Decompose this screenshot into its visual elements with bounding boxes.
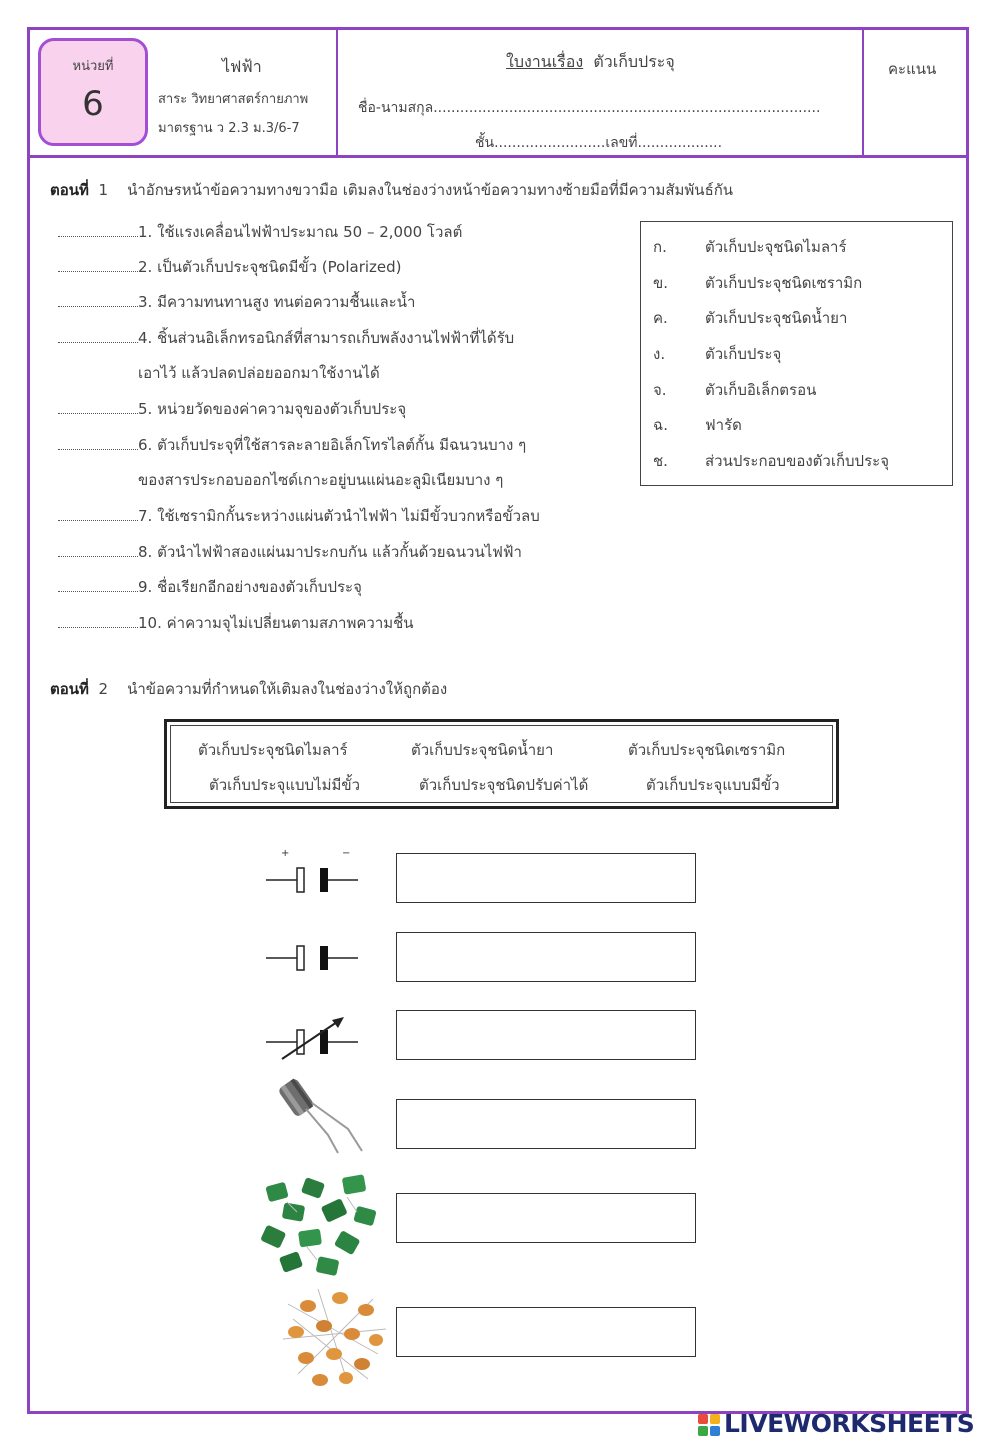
question-text: 2. เป็นตัวเก็บประจุชนิดมีขั้ว (Polarized): [138, 258, 402, 276]
answer-box[interactable]: [396, 932, 696, 982]
question-text: 9. ชื่อเรียกอีกอย่างของตัวเก็บประจุ: [138, 578, 362, 596]
part1-heading: [50, 178, 733, 202]
choice-letter: ช.: [653, 452, 668, 470]
question-text: 8. ตัวนำไฟฟ้าสองแผ่นมาประกบกัน แล้วกั้นด้วยฉนวนไฟฟ้า: [138, 543, 522, 561]
standard-line: มาตรฐาน ว 2.3 ม.3/6-7: [158, 121, 300, 136]
question-text: 7. ใช้เซรามิกกั้นระหว่างแผ่นตัวนำไฟฟ้า ไม่มีขั้วบวกหรือขั้วลบ: [138, 507, 540, 525]
choice-item: [653, 378, 816, 402]
choice-text: ฟารัด: [705, 416, 742, 434]
question-item: [58, 397, 406, 421]
answer-blank[interactable]: [58, 506, 138, 521]
answer-blank[interactable]: [58, 328, 138, 343]
word-bank-item: ตัวเก็บประจุแบบมีขั้ว: [646, 776, 780, 794]
choice-text: ตัวเก็บประจุ: [705, 345, 782, 363]
word-bank-item: ตัวเก็บประจุแบบไม่มีขั้ว: [209, 776, 361, 794]
mylar-capacitors-image: [257, 1172, 387, 1282]
question-text-continued: ของสารประกอบออกไซด์เกาะอยู่บนแผ่นอะลูมิเนียมบาง ๆ: [138, 471, 504, 489]
liveworksheets-logo[interactable]: [698, 1409, 974, 1438]
choice-item: [653, 306, 847, 330]
question-item: [58, 220, 462, 244]
choice-letter: ง.: [653, 345, 666, 363]
question-text-continued: เอาไว้ แล้วปลดปล่อยออกมาใช้งานได้: [138, 364, 380, 382]
brand-name: LIVEWORKSHEETS: [724, 1409, 975, 1438]
word-bank-item: ตัวเก็บประจุชนิดน้ำยา: [411, 741, 554, 759]
electrolytic-capacitor-image: [276, 1073, 366, 1155]
choice-item: [653, 342, 781, 366]
worksheet-title: [506, 50, 675, 75]
question-item: [58, 433, 526, 457]
topic-title: ไฟฟ้า: [222, 57, 262, 76]
answer-box[interactable]: [396, 1193, 696, 1243]
word-bank: [164, 719, 839, 809]
answer-blank[interactable]: [58, 292, 138, 307]
subject-line: สาระ วิทยาศาสตร์กายภาพ: [158, 92, 309, 107]
question-item: [58, 326, 514, 350]
part2-instruction: นำข้อความที่กำหนดให้เติมลงในช่องว่างให้ถูกต้อง: [127, 680, 448, 698]
answer-box[interactable]: [396, 1010, 696, 1060]
unit-label: หน่วยที่: [72, 59, 114, 74]
part1-number: 1: [98, 181, 108, 199]
minus-sign: −: [342, 848, 351, 859]
question-text: 3. มีความทนทานสูง ทนต่อความชื้นและน้ำ: [138, 293, 416, 311]
header-column-divider: [336, 27, 338, 158]
ceramic-capacitors-image: [278, 1284, 390, 1390]
header-column-divider: [862, 27, 864, 158]
question-text: 1. ใช้แรงเคลื่อนไฟฟ้าประมาณ 50 – 2,000 โวลต์: [138, 223, 463, 241]
answer-box[interactable]: [396, 853, 696, 903]
part2-label: ตอนที่: [50, 680, 89, 698]
worksheet-title-prefix: ใบงานเรื่อง: [506, 52, 584, 71]
score-label: คะแนน: [888, 60, 937, 78]
choice-text: ตัวเก็บปะจุชนิดไมลาร์: [705, 238, 847, 256]
question-item: [58, 504, 540, 528]
answer-blank[interactable]: [58, 542, 138, 557]
choice-letter: ก.: [653, 238, 667, 256]
liveworksheets-logo-icon: [698, 1414, 720, 1436]
word-bank-item: ตัวเก็บประจุชนิดปรับค่าได้: [419, 776, 589, 794]
choice-letter: ค.: [653, 309, 668, 327]
answer-box[interactable]: [396, 1307, 696, 1357]
question-item: [58, 290, 415, 314]
choice-text: ตัวเก็บประจุชนิดเซรามิก: [705, 274, 863, 292]
question-item: [58, 540, 522, 564]
choice-letter: ฉ.: [653, 416, 668, 434]
header-divider: [27, 155, 969, 158]
unit-badge: [38, 38, 148, 146]
question-text: 6. ตัวเก็บประจุที่ใช้สารละลายอิเล็กโทรไลต์กั้น มีฉนวนบาง ๆ: [138, 436, 527, 454]
answer-blank[interactable]: [58, 613, 138, 628]
part2-heading: [50, 677, 447, 701]
non-polarized-capacitor-symbol: [262, 935, 362, 980]
choice-item: [653, 449, 889, 473]
polarized-capacitor-symbol: [262, 848, 362, 898]
choice-item: [653, 413, 742, 437]
choice-text: ตัวเก็บประจุชนิดน้ำยา: [705, 309, 848, 327]
choice-item: [653, 235, 847, 259]
question-item: [58, 611, 414, 635]
variable-capacitor-symbol: [262, 1012, 362, 1064]
answer-blank[interactable]: [58, 222, 138, 237]
choice-item: [653, 271, 862, 295]
unit-number: 6: [82, 84, 104, 124]
name-field[interactable]: ชื่อ-นามสกุล.......................................................................................: [358, 100, 821, 116]
choice-text: ส่วนประกอบของตัวเก็บประจุ: [705, 452, 889, 470]
question-item: [58, 575, 362, 599]
question-text: 5. หน่วยวัดของค่าความจุของตัวเก็บประจุ: [138, 400, 407, 418]
choice-letter: ข.: [653, 274, 669, 292]
word-bank-item: ตัวเก็บประจุชนิดไมลาร์: [198, 741, 348, 759]
choices-box: [640, 221, 953, 486]
choice-letter: จ.: [653, 381, 667, 399]
plus-sign: +: [281, 848, 290, 859]
choice-text: ตัวเก็บอิเล็กตรอน: [705, 381, 817, 399]
answer-box[interactable]: [396, 1099, 696, 1149]
part1-label: ตอนที่: [50, 181, 89, 199]
part1-instruction: นำอักษรหน้าข้อความทางขวามือ เติมลงในช่องว่างหน้าข้อความทางซ้ายมือที่มีความสัมพันธ์กัน: [127, 181, 734, 199]
question-text: 4. ชิ้นส่วนอิเล็กทรอนิกส์ที่สามารถเก็บพลังงานไฟฟ้าที่ได้รับ: [138, 329, 515, 347]
word-bank-item: ตัวเก็บประจุชนิดเซรามิก: [628, 741, 786, 759]
answer-blank[interactable]: [58, 399, 138, 414]
question-item: [58, 255, 402, 279]
answer-blank[interactable]: [58, 577, 138, 592]
class-number-field[interactable]: ชั้น.........................เลขที่...................: [475, 135, 723, 151]
part2-number: 2: [98, 680, 108, 698]
question-text: 10. ค่าความจุไม่เปลี่ยนตามสภาพความชื้น: [138, 614, 414, 632]
answer-blank[interactable]: [58, 435, 138, 450]
answer-blank[interactable]: [58, 257, 138, 272]
worksheet-title-text: ตัวเก็บประจุ: [593, 52, 675, 71]
